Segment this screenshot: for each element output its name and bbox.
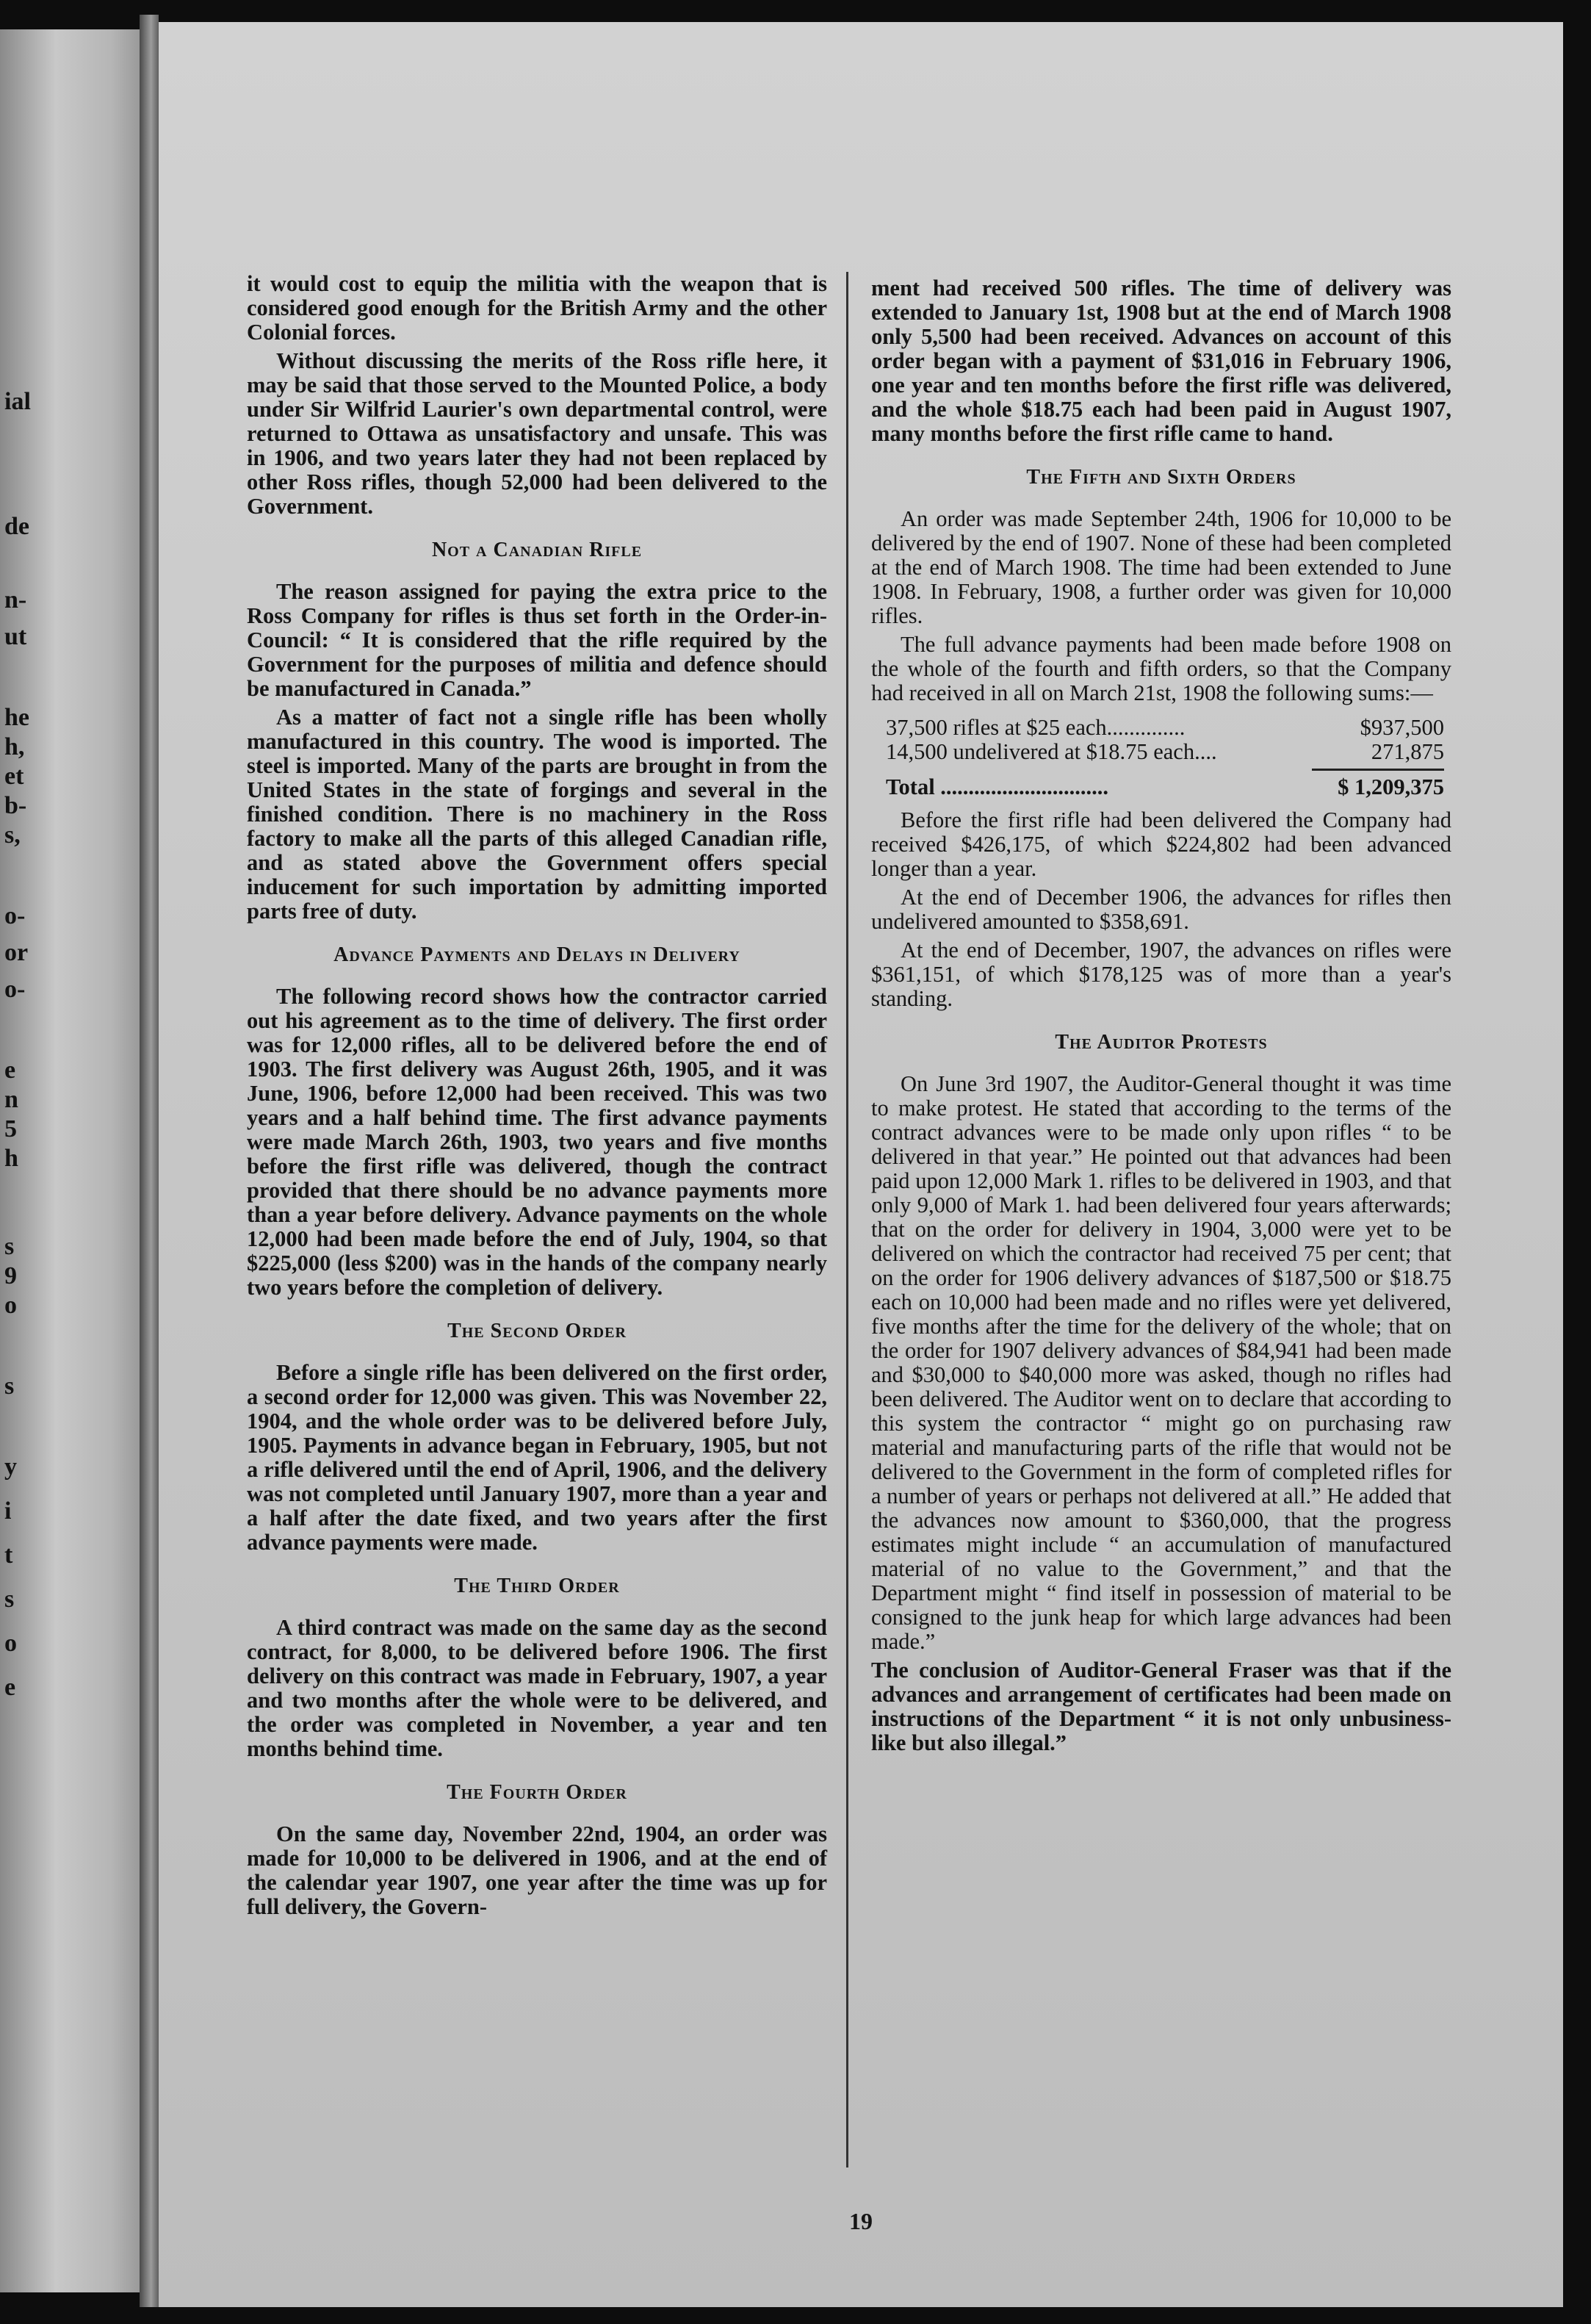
margin-fragment: t: [4, 1541, 13, 1569]
left-column: [247, 272, 827, 1924]
paragraph: On the same day, November 22nd, 1904, an order was made for 10,000 to be delivered in 1906, and at the end of the calendar year 1907, one year after the time was up for full delivery, the Govern-: [247, 1821, 827, 1919]
paragraph: As a matter of fact not a single rifle has been wholly manufactured in this country. The wood is imported. The steel is imported. Many of the parts are brought in from the United States in the state of forgings and several in the finished condition. There is no machinery in the Ross factory to make all the parts of this alleged Canadian rifle, and as stated above the Government offers special inducement for such importation by admitting imported parts free of duty.: [247, 705, 827, 924]
payment-row: [886, 716, 1444, 740]
margin-fragment: h: [4, 1145, 18, 1172]
margin-fragment: s: [4, 1233, 15, 1260]
paragraph: The conclusion of Auditor-General Fraser was that if the advances and arrangement of certificates had been made on instructions of the Department “ it is not only unbusiness-like but also illegal.”: [871, 1658, 1451, 1755]
margin-fragment: s: [4, 1586, 15, 1613]
margin-fragment: b-: [4, 792, 27, 819]
right-column: [871, 276, 1451, 1760]
margin-fragment: he: [4, 704, 29, 731]
paragraph: Before a single rifle has been delivered on the first order, a second order for 12,000 was given. This was November 22, 1904, and the whole order was to be delivered before July, 1905. Payments in advance began in February, 1905, but not a rifle delivered until the end of April, 1906, and the delivery was not completed until January 1907, more than a year and a half after the date fixed, and two years after the first advance payments were made.: [247, 1360, 827, 1555]
paragraph: The reason assigned for paying the extra price to the Ross Company for rifles is thus set forth in the Order-in-Council: “ It is considered that the rifle required by the Government for the purposes of militia and defence should be manufactured in Canada.”: [247, 579, 827, 701]
paragraph: On June 3rd 1907, the Auditor-General thought it was time to make protest. He stated that according to the terms of the contract advances were to be made only upon rifles “ to be delivered in that year.” He pointed out that advances had been paid upon 12,000 Mark 1. rifles to be delivered in 1903, and that only 9,000 of Mark 1. had been delivered four years afterwards; that on the order for delivery in 1904, 3,000 were yet to be delivered on which the contractor had received 75 per cent; that on the order for 1906 delivery advances of $187,500 or $18.75 each on 10,000 had been made and no rifles were yet delivered, five months after the time for the delivery of the whole; that on the order for 1907 delivery advances of $84,941 had been made and $30,000 to $40,000 more was asked, though no rifles had been delivered. The Auditor went on to declare that according to this system the contractor “ might go on purchasing raw material and manufacturing parts of the rifle that would not be delivered to the Government in the form of completed rifles for a number of years or perhaps not delivered at all.” He added that the advances now amount to $360,000, that the progress estimates might include “ an accumulation of manufactured material of no value to the Government,” and that the Department might “ find itself in possession of material to be consigned to the junk heap for which large advances had been made.”: [871, 1071, 1451, 1654]
section-heading: The Fifth and Sixth Orders: [1026, 466, 1296, 489]
margin-fragment: or: [4, 939, 29, 966]
margin-fragment: o: [4, 1630, 17, 1657]
total-label: Total ..............................: [886, 774, 1109, 799]
payment-amount: 271,875: [1371, 739, 1444, 764]
paragraph: An order was made September 24th, 1906 for 10,000 to be delivered by the end of 1907. None of these had been completed at the end of March 1908. The time had been extended to June 1908. In February, 1908, a further order was given for 10,000 rifles.: [871, 506, 1451, 628]
page-number: 19: [849, 2208, 873, 2234]
adjacent-page-strip: [0, 29, 140, 2292]
paragraph: At the end of December, 1907, the advances on rifles were $361,151, of which $178,125 was of more than a year's standing.: [871, 938, 1451, 1011]
margin-fragment: n-: [4, 586, 27, 614]
paragraph: it would cost to equip the militia with the weapon that is considered good enough for the British Army and the other Colonial forces.: [247, 271, 827, 345]
payment-label: 37,500 rifles at $25 each..............: [886, 715, 1186, 740]
total-row: [886, 775, 1444, 799]
paragraph: At the end of December 1906, the advances for rifles then undelivered amounted to $358,691.: [871, 885, 1451, 934]
margin-fragment: ut: [4, 623, 27, 650]
paragraph: A third contract was made on the same day as the second contract, for 8,000, to be delivered before 1906. The first delivery on this contract was made in February, 1907, a year and two months after the whole were to be delivered, and the order was completed in November, a year and ten months behind time.: [247, 1615, 827, 1761]
margin-fragment: o: [4, 1292, 17, 1319]
margin-fragment: n: [4, 1086, 18, 1113]
margin-fragment: i: [4, 1497, 12, 1525]
margin-fragment: s,: [4, 821, 21, 849]
margin-fragment: 5: [4, 1115, 17, 1143]
margin-fragment: o-: [4, 976, 26, 1003]
margin-fragment: et: [4, 763, 24, 790]
paragraph: ment had received 500 rifles. The time of delivery was extended to January 1st, 1908 but at the end of March 1908 only 5,500 had been received. Advances on account of this order began with a payment of $31,016 in February 1906, one year and ten months before the first rifle was delivered, and the whole $18.75 each had been paid in August 1907, many months before the first rifle came to hand.: [871, 276, 1451, 446]
margin-fragment: e: [4, 1057, 16, 1084]
payment-label: 14,500 undelivered at $18.75 each....: [886, 739, 1217, 764]
total-amount: $ 1,209,375: [1338, 774, 1444, 799]
margin-fragment: de: [4, 513, 29, 540]
section-heading: Advance Payments and Delays in Delivery: [333, 943, 740, 966]
payment-row: [886, 740, 1444, 764]
margin-fragment: o-: [4, 902, 26, 929]
payment-sums-table: [886, 716, 1444, 799]
book-gutter: [140, 15, 159, 2307]
margin-fragment: s: [4, 1373, 15, 1400]
paragraph: Without discussing the merits of the Ross rifle here, it may be said that those served to the Mounted Police, a body under Sir Wilfrid Laurier's own departmental control, were returned to Ottawa as unsatisfactory and unsafe. This was in 1906, and two years later they had not been replaced by other Ross rifles, though 52,000 had been delivered to the Government.: [247, 348, 827, 519]
margin-fragment: 9: [4, 1262, 17, 1289]
section-heading: The Auditor Protests: [1055, 1031, 1268, 1054]
paragraph: The following record shows how the contractor carried out his agreement as to the time of delivery. The first order was for 12,000 rifles, all to be delivered before the end of 1903. The first delivery was August 26th, 1905, and it was June, 1906, before 12,000 had been received. This was two years and a half behind time. The first advance payments were made March 26th, 1903, two years and five months before the first rifle was delivered, though the contract provided that there should be no advance payments more than a year before delivery. Advance payments on the whole 12,000 had been made before the end of July, 1904, so that $225,000 (less $200) was in the hands of the company nearly two years before the completion of delivery.: [247, 984, 827, 1300]
paragraph: Before the first rifle had been delivered the Company had received $426,175, of which $224,802 had been advanced longer than a year.: [871, 807, 1451, 881]
section-heading: Not a Canadian Rifle: [431, 539, 643, 561]
section-heading: The Second Order: [447, 1320, 627, 1342]
column-divider: [846, 272, 848, 2167]
paragraph: The full advance payments had been made before 1908 on the whole of the fourth and fifth orders, so that the Company had received in all on March 21st, 1908 the following sums:—: [871, 632, 1451, 705]
margin-fragment: h,: [4, 733, 25, 760]
margin-fragment: y: [4, 1453, 17, 1481]
margin-fragment: e: [4, 1674, 16, 1701]
document-page: [159, 22, 1563, 2307]
section-heading: The Fourth Order: [447, 1781, 627, 1804]
total-rule: [1312, 769, 1444, 771]
payment-amount: $937,500: [1360, 715, 1444, 740]
section-heading: The Third Order: [454, 1575, 620, 1597]
margin-fragment: ial: [4, 388, 31, 415]
